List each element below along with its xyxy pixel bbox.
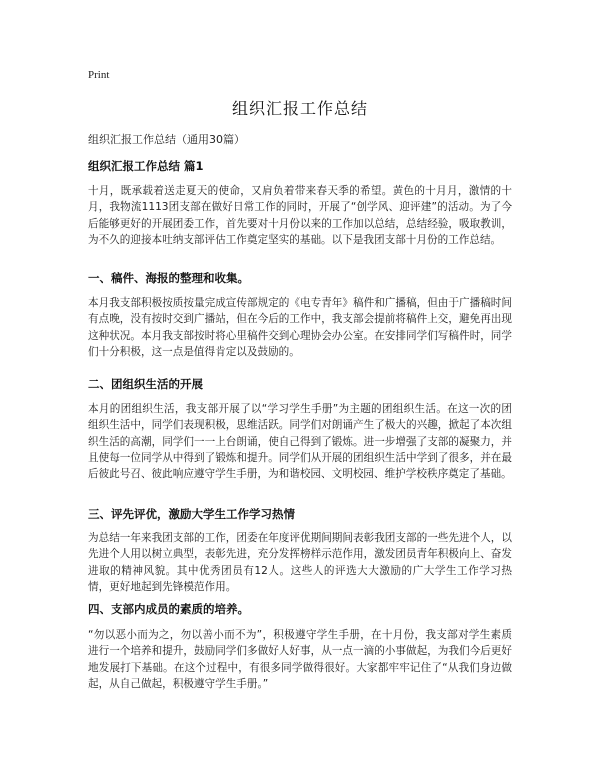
section-paragraph-4: 为总结一年来我团支部的工作，团委在年度评优期间期间表彰我团支部的一些先进个人，以先进个人用以树立典型，表彰先进，充分发挥榜样示范作用，激发团员青年积极向上、奋发进取的精神风貌。其中优秀团员有12人。这些人的评选大大激励的广大学生工作学习热情，更好地起到先锋模范作用。 [88, 532, 512, 593]
document-title: 组织汇报工作总结 [231, 99, 368, 118]
section-paragraph-3: 本月的团组织生活，我支部开展了以“学习学生手册”为主题的团组织生活。在这一次的团组织生活中，同学们表现积极，思维活跃。同学们对朗诵产生了极大的兴趣，掀起了本次组织生活的高潮，同学们一一上台朗诵，使自己得到了锻炼。进一步增强了支部的凝聚力，并且使每一位同学从中得到了锻炼和提升。同学们从开展的团组织生活中学到了很多，并在最后彼此号召、彼此响应遵守学生手册，为和谐校园、文明校园、维护学校秩序奠定了基础。 [88, 403, 512, 481]
section-heading-3: 二、团组织生活的开展 [88, 377, 203, 391]
section-paragraph-1: 十月，既承载着送走夏天的使命，又肩负着带来春天季的希望。黄色的十月月，激情的十月，我物流1113团支部在做好日常工作的同时，开展了“创学风、迎评建”的活动。为了今后能够更好的开展团委工作，首先要对十月份以来的工作加以总结，总结经验，吸取教训，为不久的迎接本吐纳支部评估工作奠定坚实的基础。以下是我团支部十月份的工作总结。 [88, 185, 512, 246]
section-heading-1: 组织汇报工作总结 篇1 [88, 159, 204, 173]
section-heading-2: 一、稿件、海报的整理和收集。 [88, 271, 249, 285]
section-paragraph-2: 本月我支部积极按质按量完成宣传部规定的《电专青年》稿件和广播稿，但由于广播稿时间有点晚，没有按时交到广播站，但在今后的工作中，我支部会提前将稿件上交，避免再出现这种状况。本月我支部按时将心里稿件交到心理协会办公室。在安排同学们写稿件时，同学们十分积极，这一点是值得肯定以及鼓励的。 [88, 297, 512, 358]
document-subtitle: 组织汇报工作总结（通用30篇） [88, 133, 245, 146]
section-heading-4: 三、评先评优，激励大学生工作学习热情 [88, 507, 295, 521]
section-heading-5: 四、支部内成员的素质的培养。 [88, 602, 249, 616]
section-paragraph-5: “勿以恶小而为之，勿以善小而不为”，积极遵守学生手册，在十月份，我支部对学生素质进行一个培养和提升，鼓励同学们多做好人好事，从一点一滴的小事做起，为我们今后更好地发展打下基础。在这个过程中，有很多同学做得很好。大家都牢牢记住了“从我们身边做起，从自己做起，积极遵守学生手册。” [88, 629, 512, 690]
print-link[interactable]: Print [88, 69, 110, 81]
